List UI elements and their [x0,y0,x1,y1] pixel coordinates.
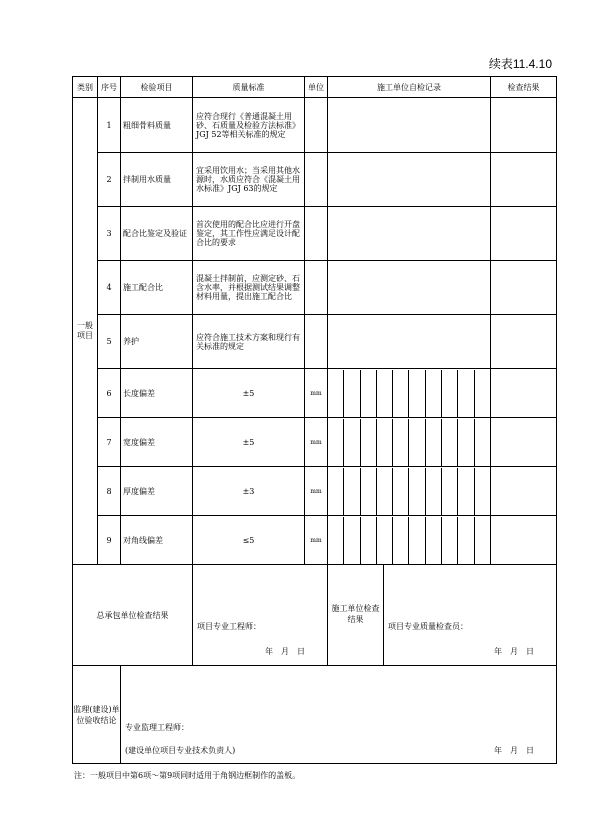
row-unit: mm [305,369,328,418]
table-row [73,516,557,565]
row-result[interactable] [491,153,557,207]
row-unit [305,98,328,153]
supervision-owner-label: (建设单位项目专业技术负责人) [125,746,236,755]
row-unit [305,315,328,369]
row-no: 4 [98,261,121,315]
row-unit [305,153,328,207]
row-unit: mm [305,418,328,467]
construction-date: 年 月 日 [494,647,534,656]
row-item: 厚度偏差 [121,467,193,516]
row-item: 养护 [121,315,193,369]
header-standard: 质量标准 [193,77,305,98]
row-record[interactable] [328,98,491,153]
row-unit [305,207,328,261]
row-standard: 应符合现行《普通混凝土用砂、石质量及检验方法标准》JGJ 52等相关标准的规定 [193,98,305,153]
inspection-table [72,76,557,764]
construction-inspector-label: 项目专业质量检查员： [388,622,468,631]
row-standard: 混凝土拌制前，应测定砂、石 含水率，并根据测试结果调整材料用量，提出施工配合比 [193,261,305,315]
row-record-grid[interactable] [328,418,491,467]
row-no: 3 [98,207,121,261]
header-unit: 单位 [305,77,328,98]
row-no: 1 [98,98,121,153]
row-no: 6 [98,369,121,418]
row-result[interactable] [491,98,557,153]
row-unit [305,261,328,315]
table-number: 续表11.4.10 [488,57,552,71]
row-result[interactable] [491,261,557,315]
header-category: 类别 [73,77,98,98]
footnote: 注：一般项目中第6项～第9项同时适用于角钢边框制作的盖板。 [74,771,301,780]
row-result[interactable] [491,516,557,565]
construction-label: 施工单位检查结果 [328,565,384,665]
row-item: 粗细骨料质量 [121,98,193,153]
construction-sign-area[interactable] [384,565,556,665]
row-no: 8 [98,467,121,516]
row-item: 宽度偏差 [121,418,193,467]
row-item: 拌制用水质量 [121,153,193,207]
row-record-grid[interactable] [328,369,491,418]
row-record-grid[interactable] [328,467,491,516]
measure-grid [328,468,490,515]
row-record[interactable] [328,315,491,369]
supervision-row [73,666,557,764]
contractor-label: 总承包单位检查结果 [73,565,193,666]
supervision-engineer-label: 专业监理工程师： [125,723,189,732]
construction-cell [328,565,557,666]
measure-grid [328,517,490,564]
row-record[interactable] [328,207,491,261]
row-item: 长度偏差 [121,369,193,418]
row-standard: 首次使用的配合比应进行开盘 鉴定，其工作性应满足设计配合比的要求 [193,207,305,261]
contractor-engineer-label: 项目专业工程师： [197,622,261,631]
header-result: 检查结果 [491,77,557,98]
row-result[interactable] [491,418,557,467]
header-item: 检验项目 [121,77,193,98]
row-record-grid[interactable] [328,516,491,565]
row-standard: ±3 [193,467,305,516]
header-row [73,77,557,98]
table-row [73,315,557,369]
contractor-date: 年 月 日 [265,647,305,656]
row-standard: 应符合施工技术方案和现行有 关标准的规定 [193,315,305,369]
table-row [73,418,557,467]
table-row [73,261,557,315]
table-row [73,467,557,516]
row-item: 配合比鉴定及验证 [121,207,193,261]
table-row [73,153,557,207]
row-no: 5 [98,315,121,369]
contractor-row [73,565,557,666]
row-result[interactable] [491,315,557,369]
row-no: 9 [98,516,121,565]
row-unit: mm [305,516,328,565]
supervision-sign-area[interactable] [121,666,557,764]
row-standard: 宜采用饮用水；当采用其他水 源时，水质应符合《混凝土用水标准》JGJ 63的规定 [193,153,305,207]
row-no: 2 [98,153,121,207]
supervision-label: 监理(建设)单位验收结论 [73,666,121,764]
table-row [73,207,557,261]
header-self-check: 施工单位自检记录 [328,77,491,98]
supervision-date: 年 月 日 [494,746,534,755]
header-seq: 序号 [98,77,121,98]
row-standard: ≤5 [193,516,305,565]
row-result[interactable] [491,207,557,261]
table-row [73,369,557,418]
row-standard: ±5 [193,418,305,467]
category-label: 一般 项目 [77,321,93,340]
row-record[interactable] [328,261,491,315]
row-standard: ±5 [193,369,305,418]
row-item: 施工配合比 [121,261,193,315]
row-result[interactable] [491,467,557,516]
row-result[interactable] [491,369,557,418]
row-item: 对角线偏差 [121,516,193,565]
measure-grid [328,370,490,417]
category-cell [73,98,98,565]
row-no: 7 [98,418,121,467]
contractor-sign-area[interactable] [193,565,328,666]
row-record[interactable] [328,153,491,207]
measure-grid [328,419,490,466]
table-row [73,98,557,153]
row-unit: mm [305,467,328,516]
